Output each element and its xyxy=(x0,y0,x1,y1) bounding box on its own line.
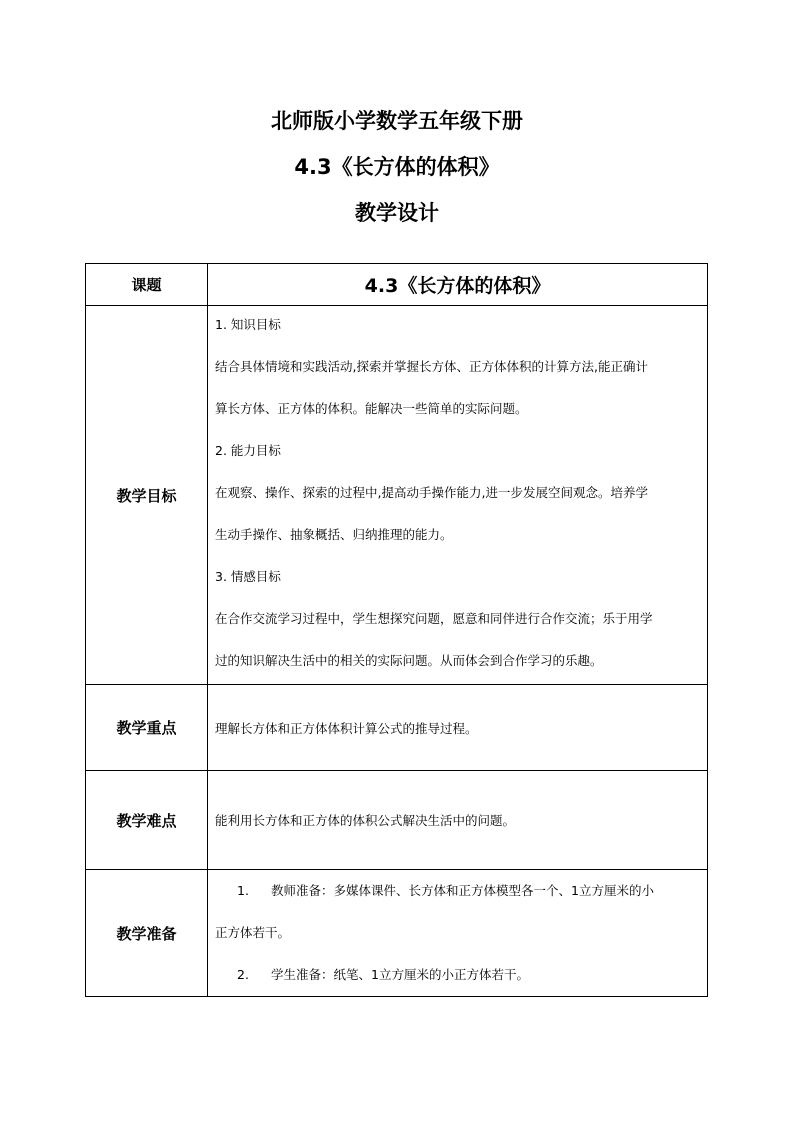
goal-line: 过的知识解决生活中的相关的实际问题。从而体会到合作学习的乐趣。 xyxy=(215,653,603,668)
table-row-preparation xyxy=(86,870,708,997)
prep-item-2-text: 学生准备：纸笔、1立方厘米的小正方体若干。 xyxy=(271,967,529,982)
row-label-goals: 教学目标 xyxy=(86,306,208,685)
document-title-lesson: 4.3《长方体的体积》 xyxy=(294,155,500,179)
goal-line: 结合具体情境和实践活动,探索并掌握长方体、正方体体积的计算方法,能正确计 xyxy=(215,359,648,374)
document-title-block xyxy=(0,104,794,242)
row-value-focus: 理解长方体和正方体体积计算公式的推导过程。 xyxy=(208,685,708,771)
row-value-topic: 4.3《长方体的体积》 xyxy=(208,264,708,306)
row-label-preparation: 教学准备 xyxy=(86,870,208,997)
prep-item-1-number: 1. xyxy=(237,883,249,898)
prep-item-1-text: 教师准备：多媒体课件、长方体和正方体模型各一个、1立方厘米的小 xyxy=(271,883,654,898)
table-row-difficulty xyxy=(86,771,708,870)
table-row-focus xyxy=(86,685,708,771)
lesson-plan-table xyxy=(85,263,708,997)
goal-line: 生动手操作、抽象概括、归纳推理的能力。 xyxy=(215,527,453,542)
goal-line: 在合作交流学习过程中，学生想探究问题，愿意和同伴进行合作交流；乐于用学 xyxy=(215,611,653,626)
goal-line: 算长方体、正方体的体积。能解决一些简单的实际问题。 xyxy=(215,401,528,416)
goal-line: 在观察、操作、探索的过程中,提高动手操作能力,进一步发展空间观念。培养学 xyxy=(215,485,648,500)
document-title-type: 教学设计 xyxy=(355,201,439,225)
row-label-focus: 教学重点 xyxy=(86,685,208,771)
prep-item-1 xyxy=(215,870,701,912)
row-value-preparation xyxy=(208,870,708,997)
row-label-topic: 课题 xyxy=(86,264,208,306)
prep-item-1-continuation: 正方体若干。 xyxy=(215,925,291,940)
goal-line: 2. 能力目标 xyxy=(215,443,281,458)
row-label-difficulty: 教学难点 xyxy=(86,771,208,870)
table-row-topic xyxy=(86,264,708,306)
goal-line: 1. 知识目标 xyxy=(215,317,281,332)
row-value-goals xyxy=(208,306,708,685)
goal-line: 3. 情感目标 xyxy=(215,569,281,584)
prep-item-2 xyxy=(215,954,701,996)
document-title-textbook: 北师版小学数学五年级下册 xyxy=(271,109,523,133)
table-row-goals xyxy=(86,306,708,685)
row-value-difficulty: 能利用长方体和正方体的体积公式解决生活中的问题。 xyxy=(208,771,708,870)
prep-item-2-number: 2. xyxy=(237,967,249,982)
